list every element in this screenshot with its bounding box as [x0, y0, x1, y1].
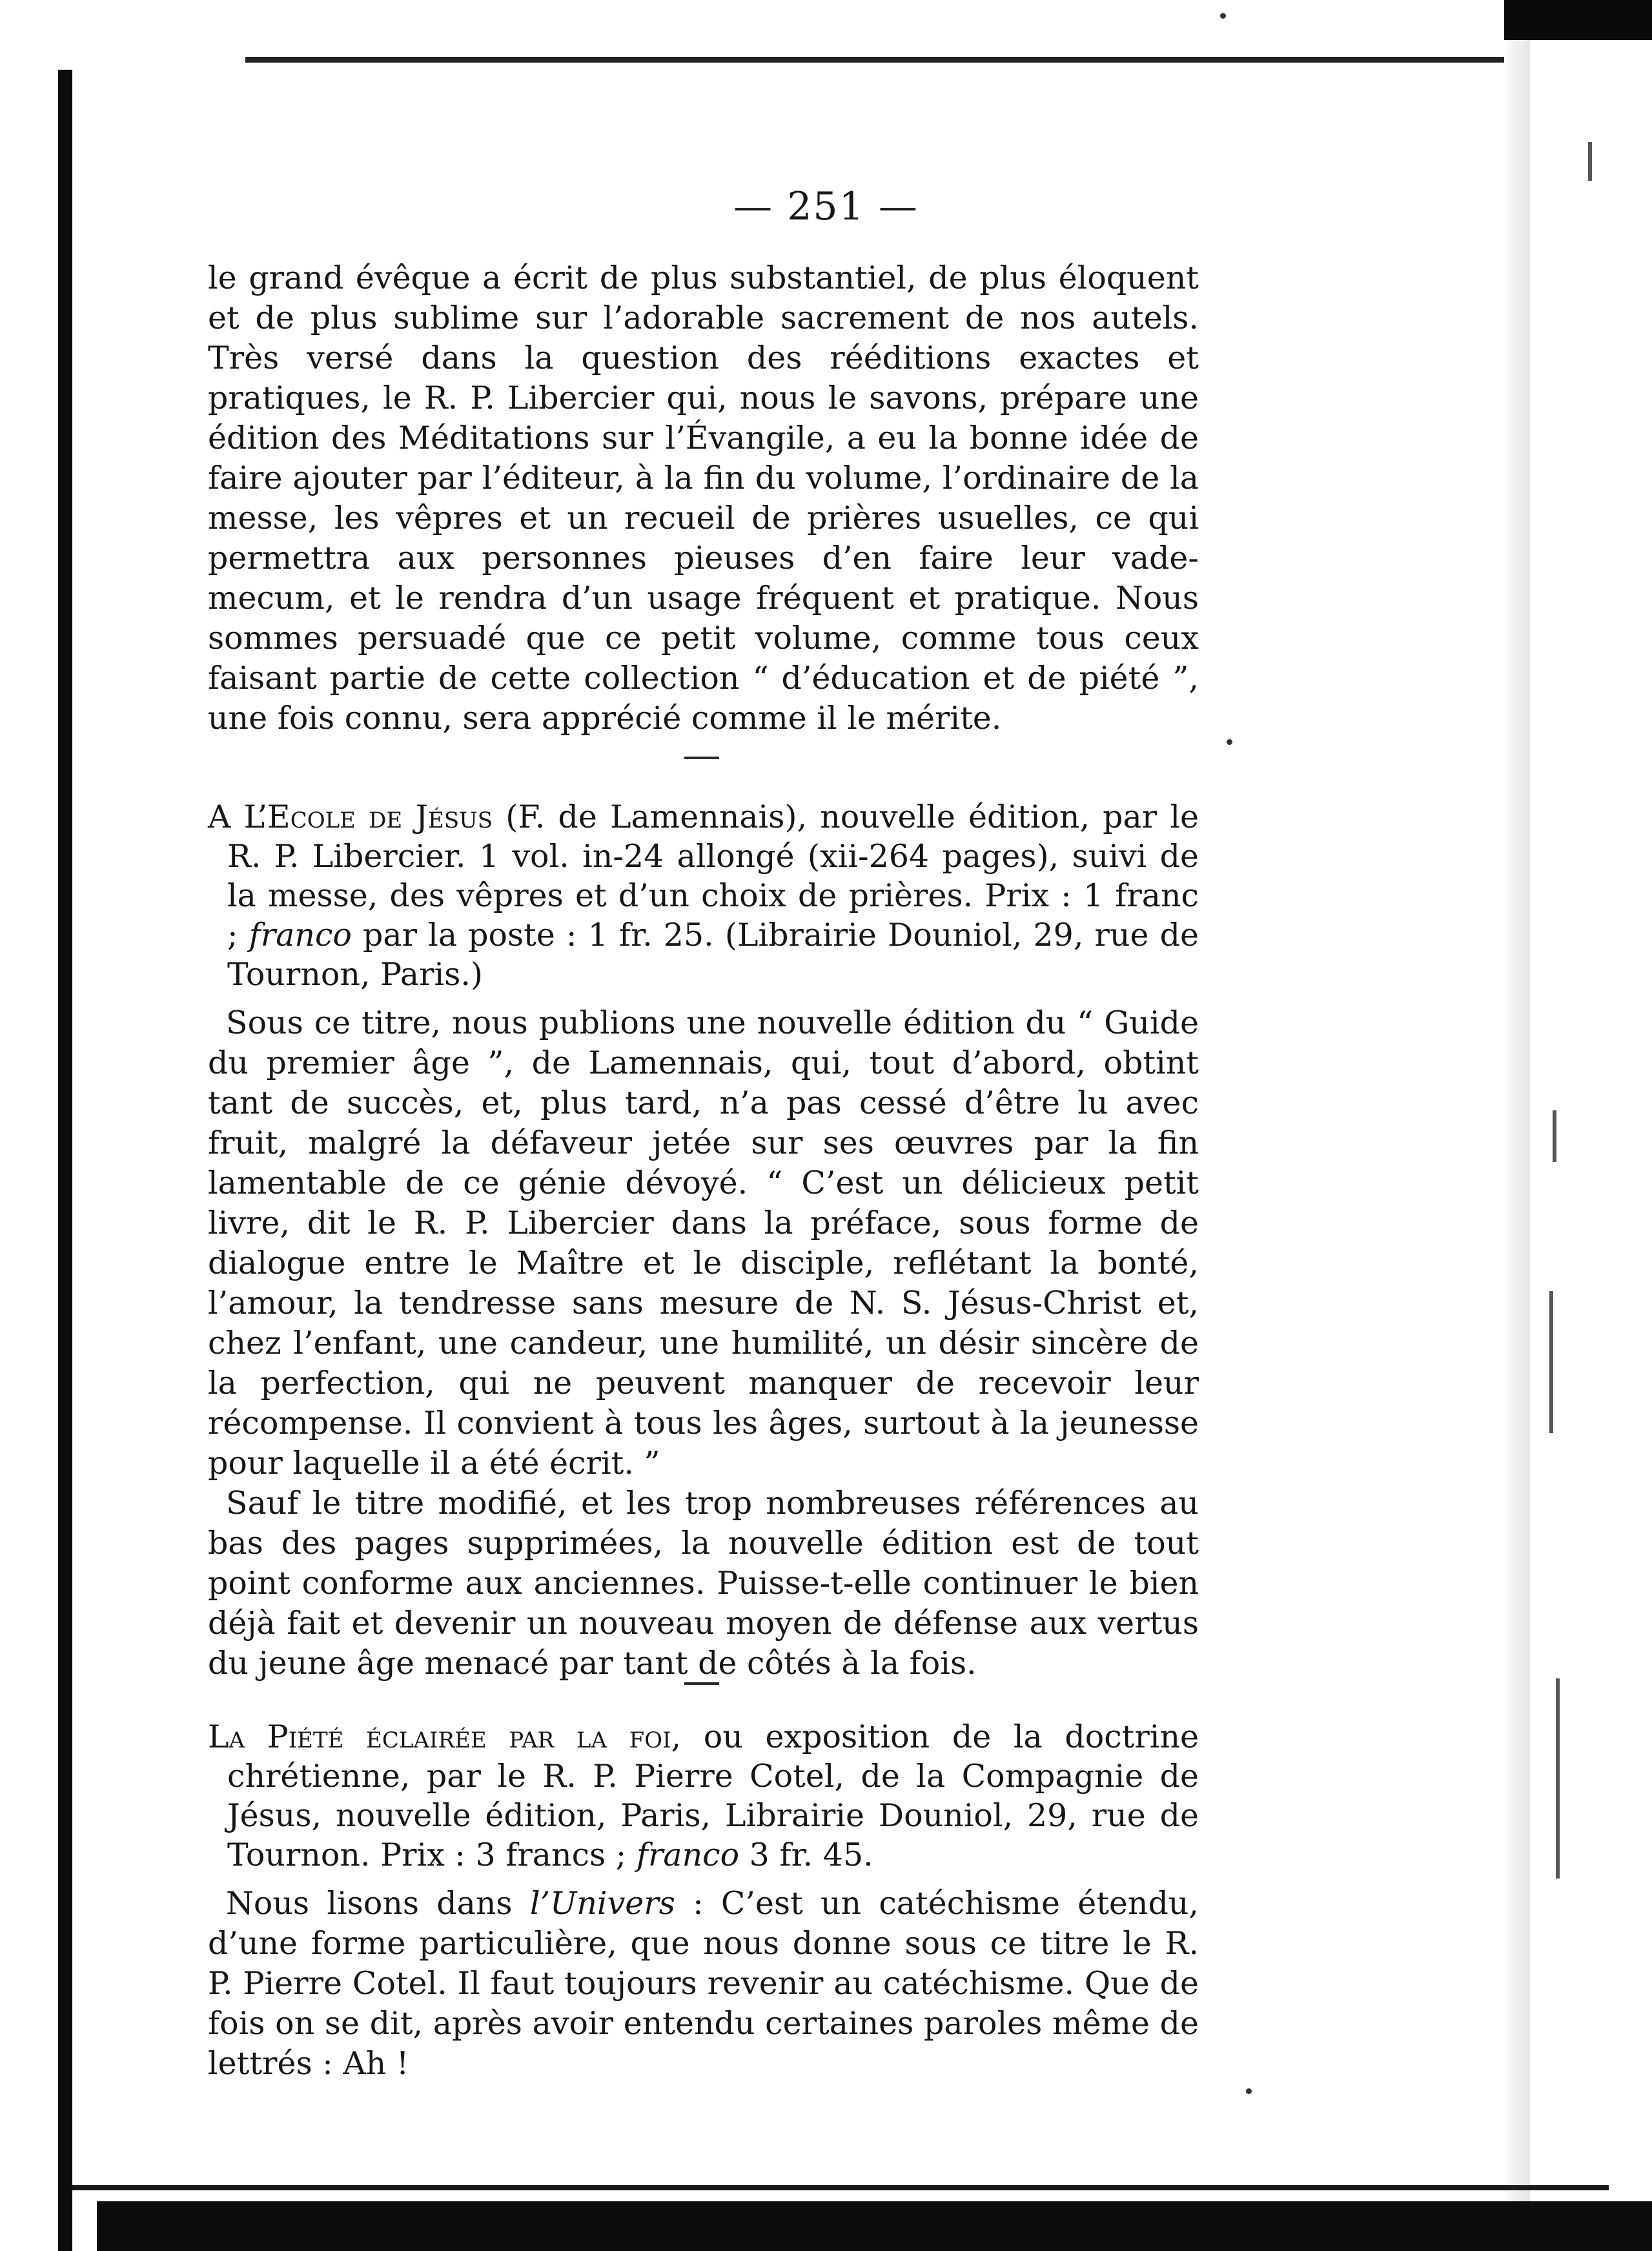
- journal-title: l’Univers: [529, 1885, 675, 1922]
- paragraph-text: le grand évêque a écrit de plus substantiel, de plus éloquent et de plus sublime sur l’adorable sacrement de nos autels. Très versé dans la question des rééditions exactes et pratiques, le R. P. Libercier qui, nous le savons, prépare une édition des Méditations sur l’Évangile, a eu la bonne idée de faire ajouter par l’éditeur, à la fin du volume, l’ordinaire de la messe, les vêpres et un recueil de prières usuelles, ce qui permettra aux personnes pieuses d’en faire leur vade-mecum, et le rendra d’un usage fréquent et pratique. Nous sommes persuadé que ce petit volume, comme tous ceux faisant partie de cette collection “ d’éducation et de piété ”, une fois connu, sera apprécié comme il le mérite.: [208, 260, 1199, 737]
- section-separator: [684, 757, 719, 759]
- franco-label: franco: [249, 917, 352, 953]
- scan-bottom-shadow: [97, 2201, 1652, 2251]
- scan-speckle: [1556, 1678, 1560, 1879]
- book-title: La Piété éclairée par la foi: [208, 1718, 671, 1755]
- scan-top-rule: [245, 57, 1504, 63]
- reference-price: 3 fr. 45.: [739, 1837, 873, 1873]
- review-lecole-de-jesus: [208, 797, 1199, 1684]
- book-title: L’Ecole de Jésus: [243, 799, 493, 835]
- scan-edge-shadow: [1504, 0, 1652, 40]
- scan-left-binding-shadow: [58, 70, 72, 2251]
- scan-dot: [1246, 2088, 1252, 2094]
- reference-details: (F. de Lamennais), nouvelle édition, par le R. P. Libercier. 1 vol. in-24 allongé (xii-264 pages), suivi de la messe, des vêpres et d’un choix de prières. Prix : 1 franc ;: [227, 799, 1199, 953]
- scan-speckle: [1553, 1110, 1556, 1162]
- review-paragraph: [208, 1884, 1199, 2084]
- scan-right-edge: [1504, 40, 1530, 2251]
- scan-bottom-rule: [72, 2185, 1609, 2190]
- franco-label: franco: [636, 1837, 740, 1873]
- review-paragraph: [208, 1483, 1199, 1684]
- reference-publisher: par la poste : 1 fr. 25. (Librairie Douniol, 29, rue de Tournon, Paris.): [227, 917, 1199, 993]
- review-text: Sauf le titre modifié, et les trop nombreuses références au bas des pages supprimées, la nouvelle édition est de tout point conforme aux anciennes. Puisse-t-elle continuer le bien déjà fait et devenir un nouveau moyen de défense aux vertus du jeune âge menacé par tant de côtés à la fois.: [208, 1485, 1199, 1682]
- review-text-lead: Nous lisons dans: [226, 1885, 530, 1922]
- review-text: Sous ce titre, nous publions une nouvelle édition du “ Guide du premier âge ”, de Lamennais, qui, tout d’abord, obtint tant de succès, et, plus tard, n’a pas cessé d’être lu avec fruit, malgré la défaveur jetée sur ses œuvres par la fin lamentable de ce génie dévoyé. “ C’est un délicieux petit livre, dit le R. P. Libercier dans la préface, sous forme de dialogue entre le Maître et le disciple, reflétant la bonté, l’amour, la tendresse sans mesure de N. S. Jésus-Christ et, chez l’enfant, une candeur, une humilité, un désir sincère de la perfection, qui ne peuvent manquer de recevoir leur récompense. Il convient à tous les âges, surtout à la jeunesse pour laquelle il a été écrit. ”: [208, 1004, 1199, 1482]
- review-la-piete-eclairee: [208, 1717, 1199, 2084]
- scan-dot: [1220, 13, 1226, 19]
- review-text: : C’est un catéchisme étendu, d’une forme particulière, que nous donne sous ce titre le R. P. Pierre Cotel. Il faut toujours revenir au catéchisme. Que de fois on se dit, après avoir entendu certaines paroles même de lettrés : Ah !: [208, 1885, 1199, 2082]
- scan-speckle: [1549, 1291, 1553, 1433]
- scan-speckle: [1588, 142, 1592, 181]
- bibliographic-reference: [208, 1717, 1199, 1875]
- bibliographic-reference: [208, 797, 1199, 994]
- paragraph-continuation: [208, 258, 1199, 738]
- review-paragraph: [208, 1003, 1199, 1483]
- scan-dot: [1227, 739, 1232, 745]
- page-number: — 251 —: [733, 184, 919, 229]
- reference-prefix: A: [208, 799, 231, 835]
- text-block-intro: [208, 258, 1199, 738]
- section-separator: [684, 1682, 719, 1685]
- reference-details: , ou exposition de la doctrine chrétienne, par le R. P. Pierre Cotel, de la Compagnie de Jésus, nouvelle édition, Paris, Librairie Douniol, 29, rue de Tournon. Prix : 3 francs ;: [227, 1718, 1199, 1873]
